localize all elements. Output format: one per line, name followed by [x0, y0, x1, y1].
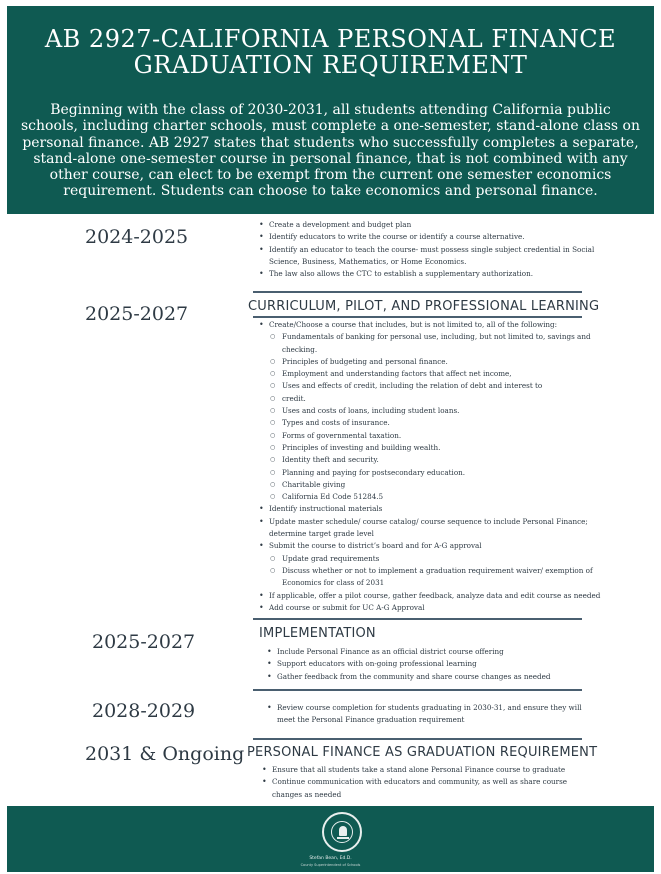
- list-item: • Identify educators to write the course or identify a course alternative.: [258, 231, 603, 243]
- list-item: • Submit the course to district’s board and for A-G approval: [258, 540, 603, 552]
- list-item: • The law also allows the CTC to establish a supplementary authorization.: [258, 268, 603, 280]
- list-item: • If applicable, offer a pilot course, gather feedback, analyze data and edit course as needed: [258, 590, 603, 602]
- section-year: 2025-2027: [92, 631, 196, 653]
- section-list: [258, 219, 603, 280]
- footer-banner: [7, 806, 654, 872]
- section-divider: [253, 291, 582, 293]
- intro-paragraph: Beginning with the class of 2030-2031, all students attending California public schools, including charter schools, must complete a one-semester, stand-alone class on personal finance. AB 2927 states that students who successfully completes a separate, stand-alone one-semester course in personal finance, that is not combined with any other course, can elect to be exempt from the current one semester economics requirement. Students can choose to take economics and personal finance.: [21, 102, 640, 200]
- list-item: • Create a development and budget plan: [258, 219, 603, 231]
- list-item: • Continue communication with educators and community, as well as share course changes as needed: [261, 776, 581, 801]
- list-item: ○ Types and costs of insurance.: [258, 417, 603, 429]
- list-item: ○ Principles of budgeting and personal finance.: [258, 356, 603, 368]
- list-item: • Include Personal Finance as an official district course offering: [266, 646, 611, 658]
- list-item: • Support educators with on-going professional learning: [266, 658, 611, 670]
- list-item: • Ensure that all students take a stand alone Personal Finance course to graduate: [261, 764, 581, 776]
- list-item: ○ credit.: [258, 393, 603, 405]
- county-seal-icon: [322, 812, 362, 852]
- page-title: AB 2927-CALIFORNIA PERSONAL FINANCE GRADUATION REQUIREMENT: [44, 25, 617, 79]
- list-item: ○ Planning and paying for postsecondary education.: [258, 467, 603, 479]
- section-title-underline: [253, 316, 582, 318]
- superintendent-name: Stefan Bean, Ed.D.: [309, 856, 352, 861]
- list-item: ○ Fundamentals of banking for personal use, including, but not limited to, savings and checking.: [258, 331, 603, 356]
- list-item: ○ Uses and costs of loans, including student loans.: [258, 405, 603, 417]
- list-item: • Identify an educator to teach the course- must possess single subject credential in Social Science, Business, Mathematics, or Home Economics.: [258, 244, 603, 269]
- list-item: • Create/Choose a course that includes, but is not limited to, all of the following:: [258, 319, 603, 331]
- list-item: ○ Employment and understanding factors that affect net income,: [258, 368, 603, 380]
- section-list: [261, 764, 581, 801]
- section-divider: [253, 738, 582, 740]
- section-year: 2025-2027: [85, 303, 189, 325]
- section-divider: [253, 618, 582, 620]
- list-item: • Update master schedule/ course catalog/ course sequence to include Personal Finance; determine target grade level: [258, 516, 603, 541]
- list-item: • Gather feedback from the community and share course changes as needed: [266, 671, 611, 683]
- section-title: IMPLEMENTATION: [259, 626, 376, 641]
- list-item: • Review course completion for students graduating in 2030-31, and ensure they will meet the Personal Finance graduation requirement: [266, 702, 586, 727]
- list-item: ○ Charitable giving: [258, 479, 603, 491]
- list-item: • Add course or submit for UC A-G Approval: [258, 602, 603, 614]
- superintendent-role: County Superintendent of Schools: [300, 863, 361, 867]
- section-year: 2024-2025: [85, 226, 189, 248]
- list-item: ○ Principles of investing and building wealth.: [258, 442, 603, 454]
- section-year: 2031 & Ongoing: [85, 743, 245, 765]
- section-list: [266, 646, 611, 683]
- section-list: [258, 319, 603, 614]
- list-item: • Identify instructional materials: [258, 503, 603, 515]
- list-item: ○ Uses and effects of credit, including the relation of debt and interest to: [258, 380, 603, 392]
- section-list: [266, 702, 586, 727]
- list-item: ○ Discuss whether or not to implement a graduation requirement waiver/ exemption of Economics for class of 2031: [258, 565, 603, 590]
- header-banner: [7, 6, 654, 214]
- list-item: ○ Identity theft and security.: [258, 454, 603, 466]
- list-item: ○ Forms of governmental taxation.: [258, 430, 603, 442]
- section-title: CURRICULUM, PILOT, AND PROFESSIONAL LEARNING: [248, 299, 600, 314]
- section-title: PERSONAL FINANCE AS GRADUATION REQUIREMENT: [247, 745, 598, 760]
- section-divider: [253, 689, 582, 691]
- section-year: 2028-2029: [92, 700, 196, 722]
- list-item: ○ California Ed Code 51284.5: [258, 491, 603, 503]
- list-item: ○ Update grad requirements: [258, 553, 603, 565]
